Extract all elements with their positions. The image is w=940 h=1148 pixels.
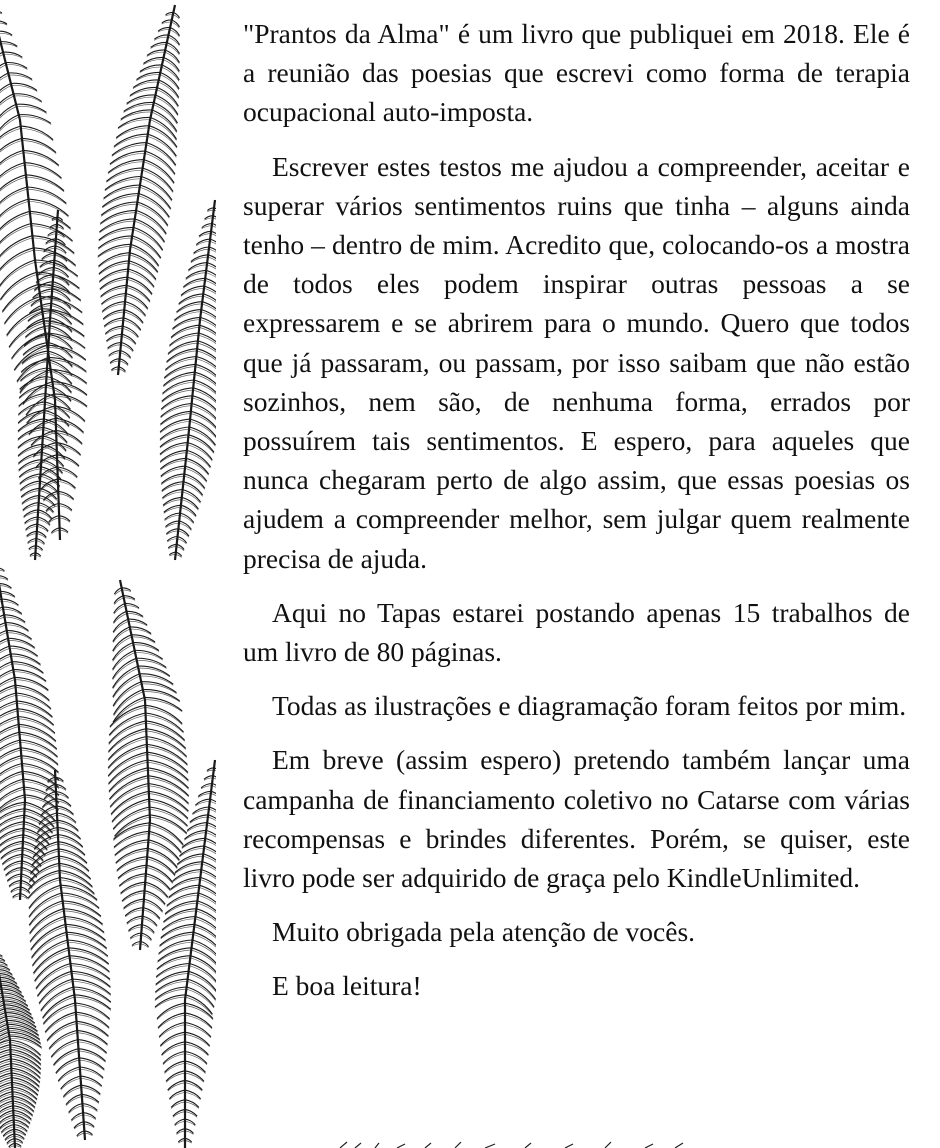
fern-frond <box>98 5 180 375</box>
paragraph-5: Em breve (assim espero) pretendo também lançar uma campanha de financiamento coletivo no Catarse com várias recompensas e brindes diferentes. Porém, se quiser, este livro pode ser adquirido de graça pelo KindleUnlimited. <box>243 744 910 894</box>
paragraph-2: Escrever estes testos me ajudou a compreender, aceitar e superar vários sentimentos ruins que tinha – alguns ainda tenho – dentro de mim. Acredito que, colocando-os a mostra de todos eles podem inspirar outras pessoas a se expressarem e se abrirem para o mundo. Quero que todos que já passaram, ou passam, por isso saibam que não estão sozinhos, nem são, de nenhuma forma, errados por possuírem tais sentimentos. E espero, para aqueles que nunca chegaram perto de algo assim, que essas poesias os ajudem a compreender melhor, sem julgar quem realmente precisa de ajuda. <box>243 150 910 574</box>
fern-leaves-icon <box>0 0 216 1148</box>
fern-frond <box>0 560 59 900</box>
paragraph-3: Aqui no Tapas estarei postando apenas 15 trabalhos de um livro de 80 páginas. <box>243 596 910 668</box>
fern-illustration-panel <box>0 0 216 1148</box>
paragraph-7: E boa leitura! <box>272 970 422 1002</box>
fern-frond <box>108 580 189 950</box>
paragraph-6: Muito obrigada pela atenção de vocês. <box>272 916 696 948</box>
fern-frond <box>160 200 216 560</box>
intro-text <box>243 14 910 1021</box>
fern-frond <box>28 770 111 1140</box>
paragraph-4: Todas as ilustrações e diagramação foram feitos por mim. <box>272 690 907 722</box>
paragraph-1: "Prantos da Alma" é um livro que publiquei em 2018. Ele é a reunião das poesias que escrevi como forma de terapia ocupacional auto-imposta. <box>243 18 910 128</box>
fern-fragment-icon <box>335 1140 695 1148</box>
